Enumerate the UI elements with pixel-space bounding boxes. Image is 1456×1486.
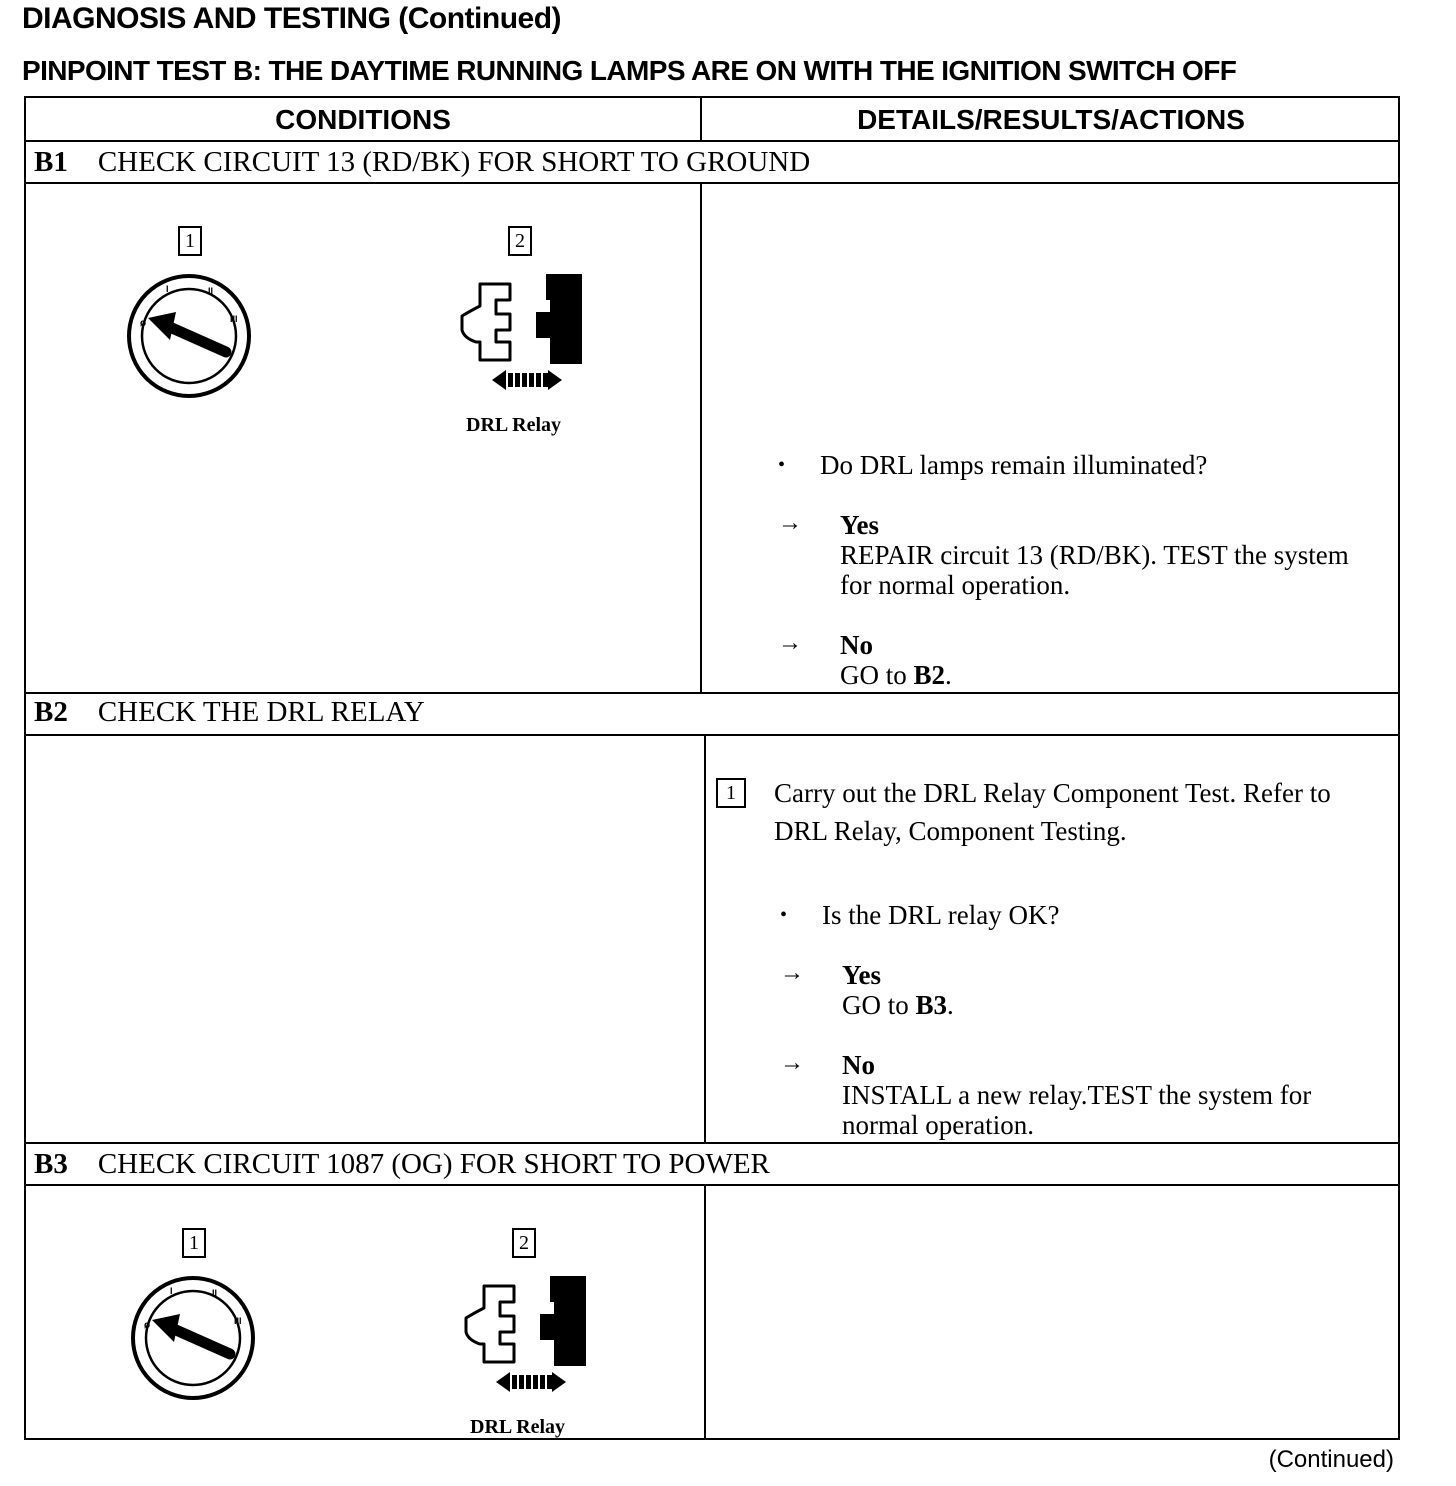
- step-id: B1: [34, 146, 68, 178]
- figure-number: 2: [508, 226, 532, 256]
- pinpoint-test-title: PINPOINT TEST B: THE DAYTIME RUNNING LAMPS ARE ON WITH THE IGNITION SWITCH OFF: [22, 55, 1237, 86]
- action-number: 1: [716, 778, 746, 808]
- step-b3-header: [34, 1148, 770, 1181]
- figure-number: 1: [182, 1228, 206, 1258]
- table-divider: [26, 140, 1398, 142]
- svg-text:I: I: [170, 1286, 173, 1296]
- bullet-icon: •: [778, 454, 786, 476]
- column-divider: [700, 98, 702, 140]
- arrow-right-icon: →: [778, 630, 802, 656]
- column-header-conditions: CONDITIONS: [275, 104, 451, 135]
- yes-action: GO to B3.: [842, 990, 954, 1020]
- step-id: B3: [34, 1148, 68, 1180]
- arrow-right-icon: →: [780, 1050, 804, 1076]
- svg-text:ø: ø: [140, 318, 147, 329]
- page-heading: DIAGNOSIS AND TESTING (Continued): [22, 2, 562, 35]
- action-text-line1: Carry out the DRL Relay Component Test. Refer to: [774, 778, 1331, 808]
- step-title: CHECK CIRCUIT 13 (RD/BK) FOR SHORT TO GROUND: [97, 146, 811, 178]
- step-id: B2: [34, 696, 68, 728]
- column-divider: [700, 182, 702, 692]
- arrow-right-icon: →: [780, 960, 804, 986]
- ignition-switch-icon: [130, 1276, 260, 1406]
- drl-relay-connector-icon: [458, 1274, 598, 1394]
- table-divider: [26, 692, 1398, 694]
- table-divider: [26, 1142, 1398, 1144]
- svg-text:ø: ø: [144, 1320, 151, 1331]
- table-divider: [26, 734, 1398, 736]
- continued-footer: (Continued): [1268, 1446, 1394, 1473]
- arrow-right-icon: →: [778, 510, 802, 536]
- yes-label: Yes: [842, 960, 881, 990]
- table-divider: [26, 1184, 1398, 1186]
- step-title: CHECK CIRCUIT 1087 (OG) FOR SHORT TO POWER: [97, 1148, 770, 1180]
- pinpoint-test-table: [24, 96, 1400, 1440]
- table-divider: [26, 182, 1398, 184]
- svg-text:II: II: [212, 1288, 218, 1298]
- test-question: Do DRL lamps remain illuminated?: [820, 450, 1208, 480]
- yes-action: REPAIR circuit 13 (RD/BK). TEST the system for normal operation.: [840, 540, 1349, 600]
- figure-number: 1: [178, 226, 202, 256]
- column-divider: [704, 734, 706, 1142]
- svg-text:III: III: [234, 1316, 242, 1326]
- no-label: No: [840, 630, 873, 660]
- relay-caption: DRL Relay: [466, 414, 561, 436]
- step-b1-header: [34, 146, 810, 179]
- bullet-icon: •: [780, 904, 788, 926]
- yes-label: Yes: [840, 510, 879, 540]
- column-header-details: DETAILS/RESULTS/ACTIONS: [857, 104, 1245, 135]
- svg-text:II: II: [208, 286, 214, 296]
- figure-number: 2: [512, 1228, 536, 1258]
- svg-text:III: III: [230, 314, 238, 324]
- action-text-line2: DRL Relay, Component Testing.: [774, 816, 1127, 846]
- step-b2-header: [34, 696, 425, 729]
- step-title: CHECK THE DRL RELAY: [97, 696, 425, 728]
- drl-relay-connector-icon: [454, 272, 594, 392]
- column-divider: [704, 1184, 706, 1440]
- ignition-switch-icon: [126, 274, 256, 404]
- no-action: INSTALL a new relay.TEST the system for normal operation.: [842, 1080, 1312, 1140]
- svg-text:I: I: [166, 284, 169, 294]
- no-label: No: [842, 1050, 875, 1080]
- no-action: GO to B2.: [840, 660, 952, 690]
- relay-caption: DRL Relay: [470, 1416, 565, 1438]
- test-question: Is the DRL relay OK?: [822, 900, 1060, 930]
